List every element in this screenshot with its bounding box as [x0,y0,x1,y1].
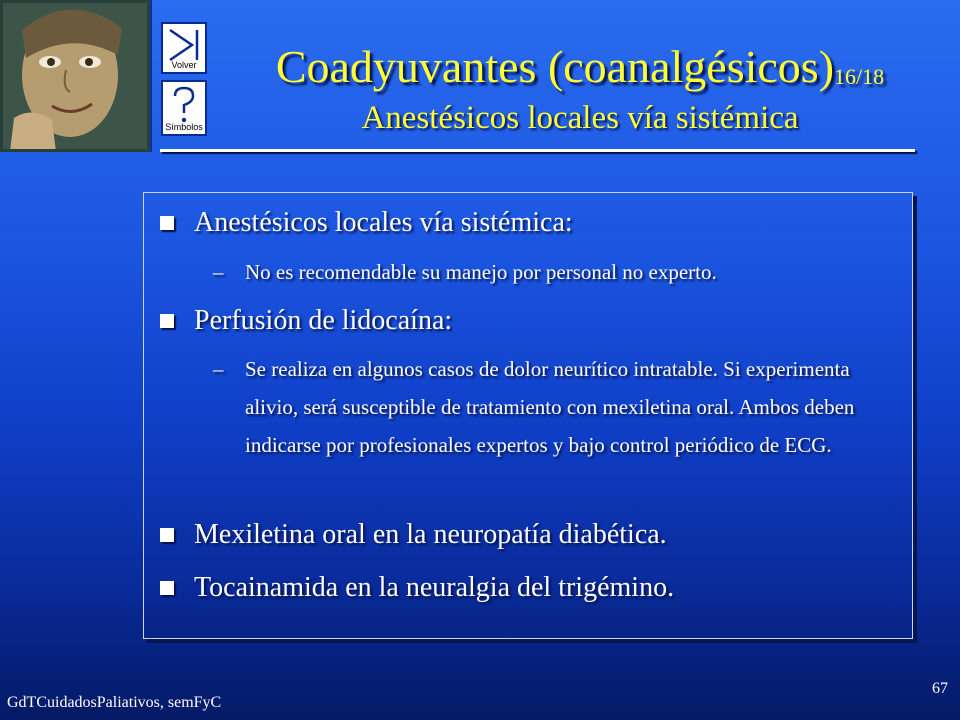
bullet-text: Tocainamida en la neuralgia del trigémino. [194,572,675,603]
sub-bullet-text: No es recomendable su manejo por personal no experto. [245,260,717,284]
square-bullet-icon [160,314,174,328]
bullet-text: Mexiletina oral en la neuropatía diabética. [194,519,667,550]
skip-forward-icon [166,27,202,63]
dash-bullet-icon: – [213,357,224,381]
bullet-item [160,207,573,239]
volver-button[interactable] [161,22,207,74]
slide-counter: 16/18 [834,64,885,89]
simbolos-label: Símbolos [165,122,203,132]
page-number: 67 [932,680,948,697]
volver-label: Volver [171,60,197,70]
portrait-painting [0,0,152,152]
question-mark-icon [169,85,199,125]
bullet-item [160,305,452,337]
dash-bullet-icon: – [213,260,224,284]
simbolos-button[interactable] [161,80,207,136]
slide-title [220,40,940,93]
bullet-item [160,519,667,551]
portrait-face-image [0,0,150,152]
slide-subtitle: Anestésicos locales vía sistémica [361,100,799,136]
title-divider [160,149,915,152]
slide-title-text: Coadyuvantes (coanalgésicos) [275,41,835,92]
bullet-text: Perfusión de lidocaína: [194,305,453,336]
square-bullet-icon [160,581,174,595]
bullet-text: Anestésicos locales vía sistémica: [194,207,573,238]
bullet-item [160,572,674,604]
footer-credit: GdTCuidadosPaliativos, semFyC [7,694,222,711]
square-bullet-icon [160,216,174,230]
sub-bullet-item [213,350,885,464]
sub-bullet-text: Se realiza en algunos casos de dolor neurítico intratable. Si experimenta alivio, será susceptible de tratamiento con mexiletina oral. Ambos deben indicarse por profesionales expertos y bajo control periódico de ECG. [245,357,855,457]
sub-bullet-item [213,253,885,291]
square-bullet-icon [160,528,174,542]
